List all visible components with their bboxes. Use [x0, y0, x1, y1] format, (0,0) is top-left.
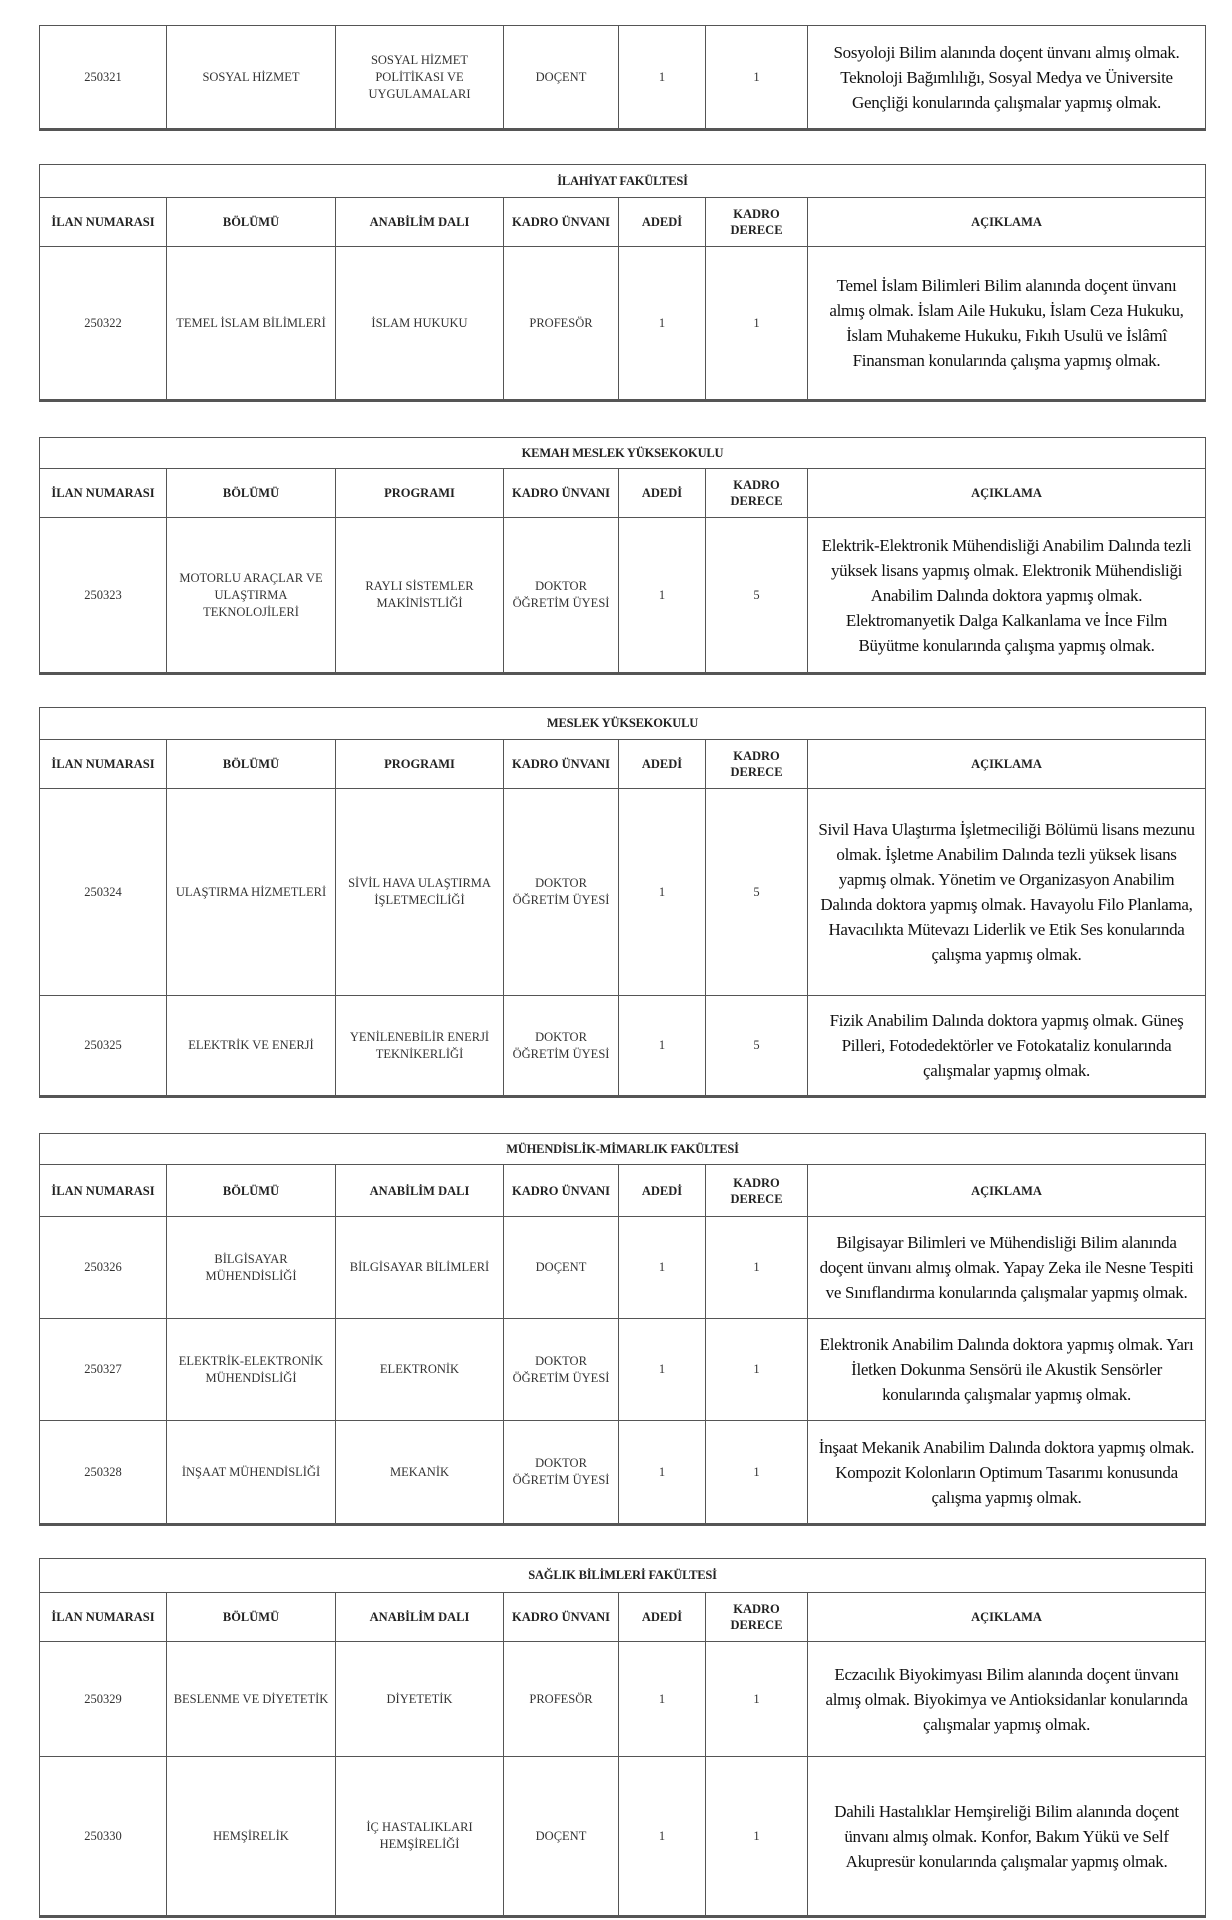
column-header: ANABİLİM DALI [336, 1165, 504, 1217]
section-table [39, 1558, 1206, 1918]
column-header: İLAN NUMARASI [40, 469, 167, 518]
description-cell: Sosyoloji Bilim alanında doçent ünvanı almış olmak. Teknoloji Bağımlılığı, Sosyal Medya ve Üniversite Gençliği konularında çalışmalar yapmış olmak. [808, 26, 1206, 130]
position-title-cell: DOKTOR ÖĞRETİM ÜYESİ [504, 1421, 619, 1525]
column-header: AÇIKLAMA [808, 469, 1206, 518]
ilan-number-cell: 250326 [40, 1217, 167, 1319]
table-row [40, 996, 1206, 1097]
column-header: AÇIKLAMA [808, 740, 1206, 789]
column-header: PROGRAMI [336, 469, 504, 518]
column-header: ADEDİ [619, 1165, 706, 1217]
quantity-cell: 1 [619, 1421, 706, 1525]
column-header: KADRO DERECE [706, 1593, 808, 1642]
department-cell: SOSYAL HİZMET [167, 26, 336, 130]
table-row [40, 247, 1206, 401]
column-header: İLAN NUMARASI [40, 198, 167, 247]
table-row [40, 1642, 1206, 1757]
table-row [40, 518, 1206, 674]
table-row [40, 1319, 1206, 1421]
quantity-cell: 1 [619, 996, 706, 1097]
quantity-cell: 1 [619, 1319, 706, 1421]
section-table [39, 164, 1206, 402]
department-cell: MOTORLU ARAÇLAR VE ULAŞTIRMA TEKNOLOJİLERİ [167, 518, 336, 674]
description-cell: Bilgisayar Bilimleri ve Mühendisliği Bilim alanında doçent ünvanı almış olmak. Yapay Zeka ile Nesne Tespiti ve Sınıflandırma konularında çalışmalar yapmış olmak. [808, 1217, 1206, 1319]
department-cell: HEMŞİRELİK [167, 1757, 336, 1917]
column-header: KADRO DERECE [706, 469, 808, 518]
subdivision-cell: DİYETETİK [336, 1642, 504, 1757]
column-header: ANABİLİM DALI [336, 198, 504, 247]
column-header: KADRO DERECE [706, 198, 808, 247]
quantity-cell: 1 [619, 518, 706, 674]
column-header: PROGRAMI [336, 740, 504, 789]
position-title-cell: DOKTOR ÖĞRETİM ÜYESİ [504, 1319, 619, 1421]
degree-cell: 5 [706, 789, 808, 996]
description-cell: Fizik Anabilim Dalında doktora yapmış olmak. Güneş Pilleri, Fotodedektörler ve Fotokataliz konularında çalışmalar yapmış olmak. [808, 996, 1206, 1097]
column-header: BÖLÜMÜ [167, 469, 336, 518]
description-cell: Elektrik-Elektronik Mühendisliği Anabilim Dalında tezli yüksek lisans yapmış olmak. Elektronik Mühendisliği Anabilim Dalında doktora yapmış olmak. Elektromanyetik Dalga Kalkanlama ve İnce Film Büyütme konularında çalışma yapmış olmak. [808, 518, 1206, 674]
degree-cell: 1 [706, 26, 808, 130]
position-title-cell: DOÇENT [504, 1757, 619, 1917]
column-header: İLAN NUMARASI [40, 1593, 167, 1642]
column-header: ADEDİ [619, 198, 706, 247]
degree-cell: 1 [706, 1319, 808, 1421]
subdivision-cell: ELEKTRONİK [336, 1319, 504, 1421]
ilan-number-cell: 250328 [40, 1421, 167, 1525]
header-row [40, 198, 1206, 247]
column-header: ADEDİ [619, 740, 706, 789]
subdivision-cell: İSLAM HUKUKU [336, 247, 504, 401]
degree-cell: 1 [706, 1217, 808, 1319]
subdivision-cell: MEKANİK [336, 1421, 504, 1525]
degree-cell: 1 [706, 1642, 808, 1757]
column-header: BÖLÜMÜ [167, 1593, 336, 1642]
subdivision-cell: İÇ HASTALIKLARI HEMŞİRELİĞİ [336, 1757, 504, 1917]
description-cell: Eczacılık Biyokimyası Bilim alanında doçent ünvanı almış olmak. Biyokimya ve Antioksidanlar konularında çalışmalar yapmış olmak. [808, 1642, 1206, 1757]
section-table [39, 707, 1206, 1098]
column-header: ADEDİ [619, 1593, 706, 1642]
degree-cell: 5 [706, 518, 808, 674]
section-title: MÜHENDİSLİK-MİMARLIK FAKÜLTESİ [40, 1134, 1206, 1165]
column-header: KADRO ÜNVANI [504, 740, 619, 789]
section-table [39, 25, 1206, 131]
column-header: BÖLÜMÜ [167, 1165, 336, 1217]
department-cell: İNŞAAT MÜHENDİSLİĞİ [167, 1421, 336, 1525]
position-title-cell: DOKTOR ÖĞRETİM ÜYESİ [504, 789, 619, 996]
position-title-cell: DOKTOR ÖĞRETİM ÜYESİ [504, 518, 619, 674]
quantity-cell: 1 [619, 247, 706, 401]
ilan-number-cell: 250330 [40, 1757, 167, 1917]
table-row [40, 1757, 1206, 1917]
description-cell: Elektronik Anabilim Dalında doktora yapmış olmak. Yarı İletken Dokunma Sensörü ile Akustik Sensörler konularında çalışmalar yapmış olmak. [808, 1319, 1206, 1421]
ilan-number-cell: 250324 [40, 789, 167, 996]
position-title-cell: DOÇENT [504, 26, 619, 130]
position-title-cell: PROFESÖR [504, 1642, 619, 1757]
ilan-number-cell: 250322 [40, 247, 167, 401]
column-header: AÇIKLAMA [808, 1593, 1206, 1642]
degree-cell: 5 [706, 996, 808, 1097]
table-row [40, 1421, 1206, 1525]
description-cell: Temel İslam Bilimleri Bilim alanında doçent ünvanı almış olmak. İslam Aile Hukuku, İslam Ceza Hukuku, İslam Muhakeme Hukuku, Fıkıh Usulü ve İslâmî Finansman konularında çalışma yapmış olmak. [808, 247, 1206, 401]
ilan-number-cell: 250329 [40, 1642, 167, 1757]
header-row [40, 1593, 1206, 1642]
position-title-cell: DOKTOR ÖĞRETİM ÜYESİ [504, 996, 619, 1097]
quantity-cell: 1 [619, 1757, 706, 1917]
column-header: ADEDİ [619, 469, 706, 518]
column-header: BÖLÜMÜ [167, 740, 336, 789]
table-row [40, 1217, 1206, 1319]
position-title-cell: PROFESÖR [504, 247, 619, 401]
header-row [40, 740, 1206, 789]
degree-cell: 1 [706, 1421, 808, 1525]
department-cell: ELEKTRİK VE ENERJİ [167, 996, 336, 1097]
quantity-cell: 1 [619, 1217, 706, 1319]
section-title: MESLEK YÜKSEKOKULU [40, 708, 1206, 740]
quantity-cell: 1 [619, 1642, 706, 1757]
section-title: İLAHİYAT FAKÜLTESİ [40, 165, 1206, 198]
column-header: KADRO DERECE [706, 1165, 808, 1217]
ilan-number-cell: 250321 [40, 26, 167, 130]
header-row [40, 469, 1206, 518]
ilan-number-cell: 250325 [40, 996, 167, 1097]
column-header: AÇIKLAMA [808, 1165, 1206, 1217]
column-header: AÇIKLAMA [808, 198, 1206, 247]
table-row [40, 26, 1206, 130]
section-title: KEMAH MESLEK YÜKSEKOKULU [40, 438, 1206, 469]
department-cell: BESLENME VE DİYETETİK [167, 1642, 336, 1757]
degree-cell: 1 [706, 247, 808, 401]
department-cell: ULAŞTIRMA HİZMETLERİ [167, 789, 336, 996]
column-header: KADRO ÜNVANI [504, 469, 619, 518]
column-header: BÖLÜMÜ [167, 198, 336, 247]
department-cell: TEMEL İSLAM BİLİMLERİ [167, 247, 336, 401]
section-title: SAĞLIK BİLİMLERİ FAKÜLTESİ [40, 1559, 1206, 1593]
column-header: KADRO ÜNVANI [504, 1165, 619, 1217]
description-cell: Sivil Hava Ulaştırma İşletmeciliği Bölümü lisans mezunu olmak. İşletme Anabilim Dalında tezli yüksek lisans yapmış olmak. Yönetim ve Organizasyon Anabilim Dalında doktora yapmış olmak. Havayolu Filo Planlama, Havacılıkta Mütevazı Liderlik ve Etik Ses konularında çalışma yapmış olmak. [808, 789, 1206, 996]
subdivision-cell: YENİLENEBİLİR ENERJİ TEKNİKERLİĞİ [336, 996, 504, 1097]
subdivision-cell: BİLGİSAYAR BİLİMLERİ [336, 1217, 504, 1319]
position-title-cell: DOÇENT [504, 1217, 619, 1319]
ilan-number-cell: 250327 [40, 1319, 167, 1421]
degree-cell: 1 [706, 1757, 808, 1917]
department-cell: BİLGİSAYAR MÜHENDİSLİĞİ [167, 1217, 336, 1319]
description-cell: İnşaat Mekanik Anabilim Dalında doktora yapmış olmak. Kompozit Kolonların Optimum Tasarımı konusunda çalışma yapmış olmak. [808, 1421, 1206, 1525]
quantity-cell: 1 [619, 789, 706, 996]
subdivision-cell: RAYLI SİSTEMLER MAKİNİSTLİĞİ [336, 518, 504, 674]
column-header: KADRO ÜNVANI [504, 198, 619, 247]
column-header: ANABİLİM DALI [336, 1593, 504, 1642]
department-cell: ELEKTRİK-ELEKTRONİK MÜHENDİSLİĞİ [167, 1319, 336, 1421]
ilan-number-cell: 250323 [40, 518, 167, 674]
column-header: İLAN NUMARASI [40, 740, 167, 789]
quantity-cell: 1 [619, 26, 706, 130]
column-header: KADRO ÜNVANI [504, 1593, 619, 1642]
section-table [39, 1133, 1206, 1526]
subdivision-cell: SOSYAL HİZMET POLİTİKASI VE UYGULAMALARI [336, 26, 504, 130]
subdivision-cell: SİVİL HAVA ULAŞTIRMA İŞLETMECİLİĞİ [336, 789, 504, 996]
column-header: İLAN NUMARASI [40, 1165, 167, 1217]
section-table [39, 437, 1206, 675]
column-header: KADRO DERECE [706, 740, 808, 789]
description-cell: Dahili Hastalıklar Hemşireliği Bilim alanında doçent ünvanı almış olmak. Konfor, Bakım Yükü ve Self Akupresür konularında çalışmalar yapmış olmak. [808, 1757, 1206, 1917]
table-row [40, 789, 1206, 996]
header-row [40, 1165, 1206, 1217]
